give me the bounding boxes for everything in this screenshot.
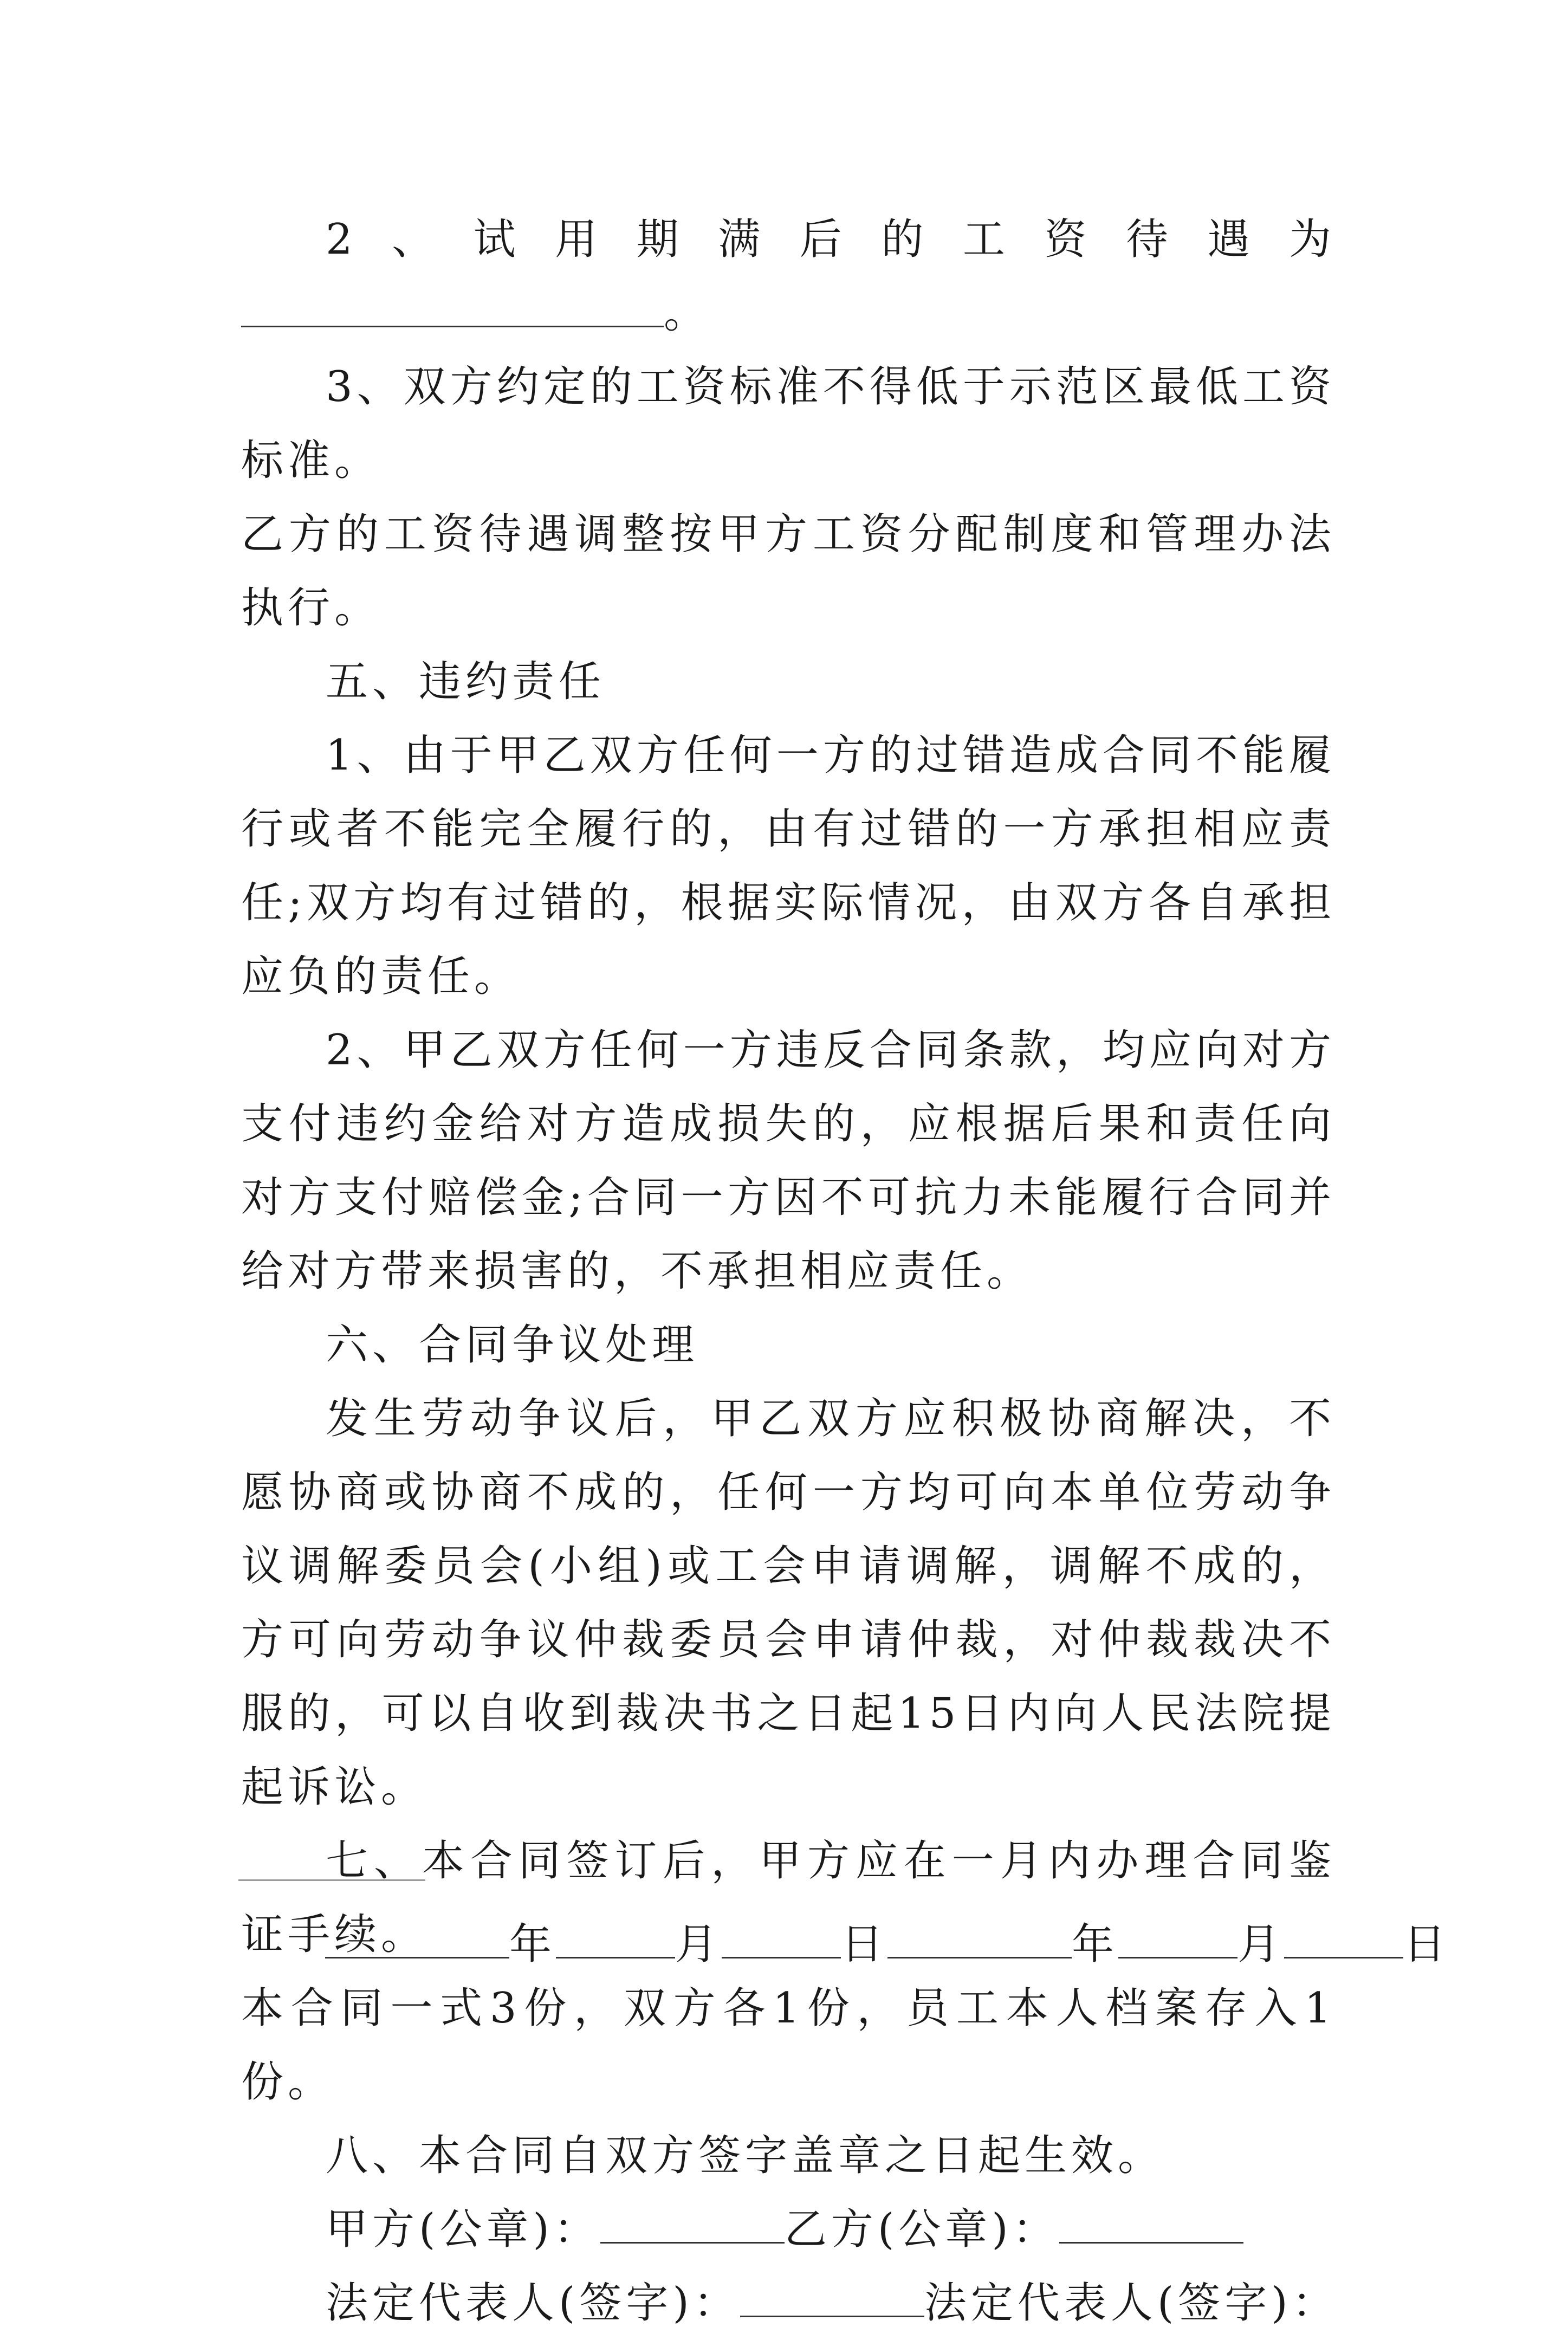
salary-after-probation-paragraph: 2、试用期满后的工资待遇为。 bbox=[241, 203, 1336, 350]
party-b-year-label: 年 bbox=[1072, 1920, 1119, 1969]
legal-rep-row bbox=[241, 2266, 1339, 2340]
party-a-year-blank bbox=[325, 1919, 509, 1958]
legal-rep-b-label: 法定代表人(签字)： bbox=[924, 2279, 1339, 2328]
contract-body bbox=[241, 203, 1339, 2340]
clause-seven-line2: 本合同一式3份，双方各1份，员工本人档案存入1份。 bbox=[241, 1984, 1336, 2106]
breach-clause-2: 2、甲乙双方任何一方违反合同条款，均应向对方支付违约金给对方造成损失的，应根据后果和责任向对方支付赔偿金;合同一方因不可抗力未能履行合同并给对方带来损害的，不承担相应责任。 bbox=[241, 1026, 1336, 1296]
breach-heading: 五、违约责任 bbox=[326, 657, 606, 706]
legal-rep-b-blank bbox=[238, 1879, 425, 1881]
party-a-month-label: 月 bbox=[675, 1920, 722, 1969]
party-b-year-blank bbox=[887, 1919, 1072, 1958]
party-b-day-blank bbox=[1284, 1919, 1403, 1958]
min-wage-paragraph-line1: 3、双方约定的工资标准不得低于示范区最低工资标准。 bbox=[241, 363, 1336, 485]
min-wage-paragraph-line2: 乙方的工资待遇调整按甲方工资分配制度和管理办法执行。 bbox=[241, 510, 1336, 632]
party-a-month-blank bbox=[556, 1919, 675, 1958]
party-a-day-label: 日 bbox=[841, 1920, 888, 1969]
party-b-month-label: 月 bbox=[1237, 1920, 1285, 1969]
clause-seven-line1: 七、本合同签订后，甲方应在一月内办理合同鉴证手续。 bbox=[241, 1837, 1336, 1959]
party-b-seal-blank bbox=[1059, 2204, 1243, 2244]
legal-rep-a-blank bbox=[740, 2278, 924, 2317]
date-row bbox=[325, 1908, 1450, 1981]
party-a-year-label: 年 bbox=[509, 1920, 556, 1969]
clause-eight: 八、本合同自双方签字盖章之日起生效。 bbox=[326, 2131, 1165, 2180]
party-b-day-label: 日 bbox=[1403, 1920, 1450, 1969]
party-a-day-blank bbox=[722, 1919, 841, 1958]
party-a-seal-blank bbox=[600, 2204, 785, 2244]
salary-blank bbox=[241, 288, 664, 327]
party-a-seal-label: 甲方(公章)： bbox=[326, 2205, 600, 2254]
party-b-seal-label: 乙方(公章)： bbox=[784, 2205, 1059, 2254]
dispute-heading: 六、合同争议处理 bbox=[326, 1321, 699, 1369]
party-b-month-blank bbox=[1118, 1919, 1237, 1958]
seal-row bbox=[241, 2193, 1336, 2266]
dispute-paragraph: 发生劳动争议后，甲乙双方应积极协商解决，不愿协商或协商不成的，任何一方均可向本单位劳动争议调解委员会(小组)或工会申请调解，调解不成的，方可向劳动争议仲裁委员会申请仲裁，对仲裁裁决不服的，可以自收到裁决书之日起15日内向人民法院提起诉讼。 bbox=[241, 1394, 1336, 1812]
legal-rep-a-label: 法定代表人(签字)： bbox=[326, 2279, 740, 2328]
breach-clause-1: 1、由于甲乙双方任何一方的过错造成合同不能履行或者不能完全履行的，由有过错的一方承担相应责任;双方均有过错的，根据实际情况，由双方各自承担应负的责任。 bbox=[241, 731, 1336, 1001]
